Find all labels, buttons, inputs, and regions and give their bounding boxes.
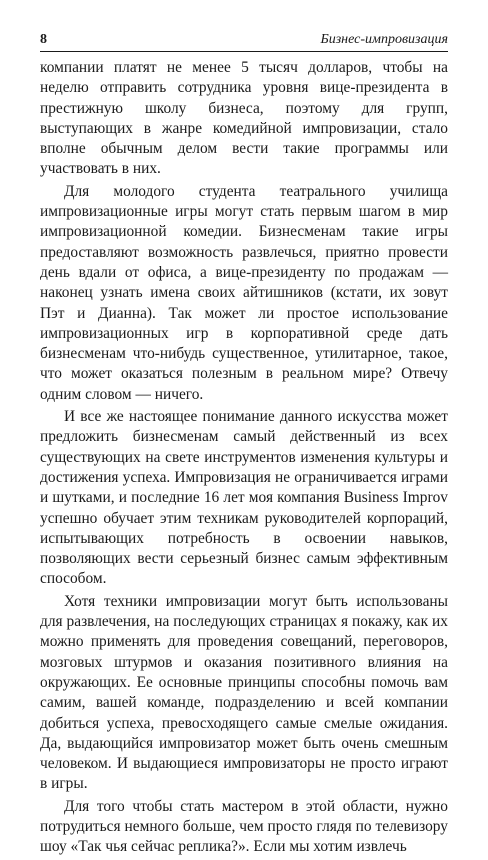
body-text (40, 58, 448, 858)
book-page (40, 32, 448, 860)
page-header (40, 32, 448, 52)
paragraph: Хотя техники импровизации могут быть использованы для развлечения, на последующих страницах я покажу, как их можно применять для проведения совещаний, переговоров, мозговых штурмов и оказания позитивного влияния на окружающих. Ее основные принципы способны помочь вам самим, вашей команде, подразделению и всей компании добиться успеха, превосходящего самые смелые ожидания. Да, выдающийся импровизатор может быть очень смешным человеком. И выдающиеся импровизаторы не просто играют в игры. (40, 592, 448, 793)
running-title: Бизнес-импровизация (320, 32, 448, 47)
paragraph: Для молодого студента театрального училища импровизационные игры могут стать первым шагом в мир импровизационной комедии. Бизнесменам такие игры предоставляют возможность развлечься, приятно провести день вдали от офиса, а вице-президенту по продажам — наконец узнать имена своих айтишников (кстати, их зовут Пэт и Дианна). Так может ли простое использование импровизационных игр в корпоративной среде дать бизнесменам что-нибудь существенное, утилитарное, такое, что может оказаться полезным в реальном мире? Отвечу одним словом — ничего. (40, 182, 448, 403)
paragraph: Для того чтобы стать мастером в этой области, нужно потрудиться немного больше, чем просто глядя по телевизору шоу «Так чья сейчас реплика?». Если мы хотим извлечь (40, 797, 448, 856)
paragraph: И все же настоящее понимание данного искусства может предложить бизнесменам самый действенный из всех существующих на свете инструментов изменения культуры и достижения успеха. Импровизация не ограничивается играми и шутками, и последние 16 лет моя компания Business Improv успешно обучает этим техникам руководителей корпораций, испытывающих потребность в освоении навыков, позволяющих вести серьезный бизнес самым эффективным способом. (40, 408, 448, 588)
paragraph-continued: компании платят не менее 5 тысяч долларов, чтобы на неделю отправить сотрудника уровня вице-президента в престижную школу бизнеса, поэтому для групп, выступающих в жанре комедийной импровизации, стало вполне обычным делом вести такие программы или участвовать в них. (40, 59, 448, 178)
page-number: 8 (40, 32, 47, 47)
